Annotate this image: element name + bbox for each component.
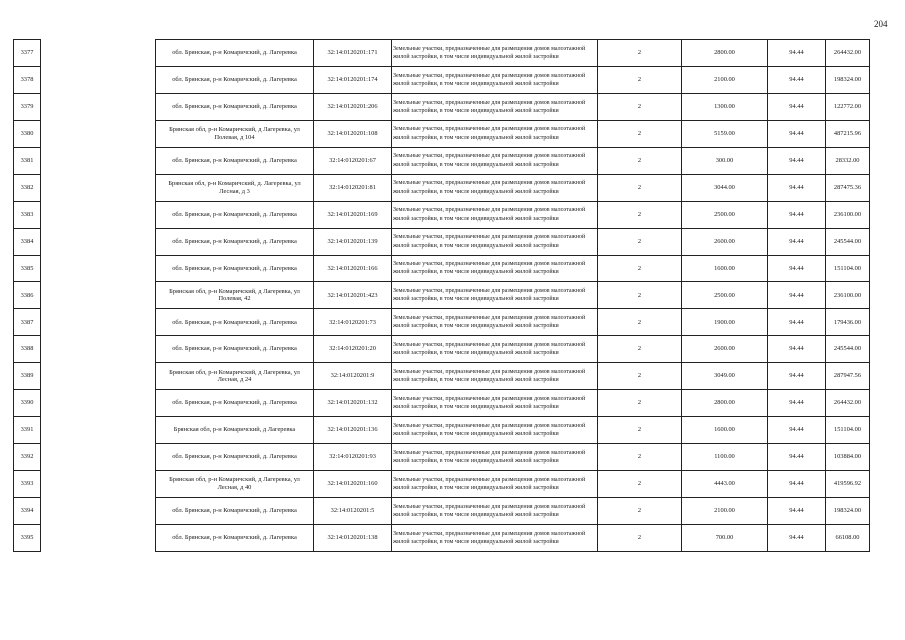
rate-cell: 94.44 (768, 255, 826, 282)
row-number-cell: 3395 (14, 524, 41, 551)
rate-cell: 94.44 (768, 66, 826, 93)
group-cell: 2 (598, 524, 682, 551)
row-number-cell: 3387 (14, 309, 41, 336)
cadastral-value-cell: 66108.00 (826, 524, 870, 551)
area-cell: 1600.00 (682, 417, 768, 444)
area-cell: 2100.00 (682, 497, 768, 524)
blank-cell (41, 147, 156, 174)
row-number-cell: 3394 (14, 497, 41, 524)
group-cell: 2 (598, 147, 682, 174)
table-row (14, 524, 870, 551)
rate-cell: 94.44 (768, 147, 826, 174)
table-row (14, 471, 870, 498)
row-number-cell: 3377 (14, 40, 41, 67)
group-cell: 2 (598, 174, 682, 201)
blank-cell (41, 255, 156, 282)
rate-cell: 94.44 (768, 524, 826, 551)
permitted-use-cell: Земельные участки, предназначенные для размещения домов малоэтажной жилой застройки, в том числе индивидуальной жилой застройки (392, 390, 598, 417)
area-cell: 2500.00 (682, 201, 768, 228)
blank-cell (41, 363, 156, 390)
row-number-cell: 3383 (14, 201, 41, 228)
group-cell: 2 (598, 93, 682, 120)
group-cell: 2 (598, 201, 682, 228)
address-cell: обл. Брянская, р-н Комаричский, д. Лагеревка (156, 40, 314, 67)
row-number-cell: 3384 (14, 228, 41, 255)
rate-cell: 94.44 (768, 93, 826, 120)
blank-cell (41, 282, 156, 309)
cadastral-value-cell: 103884.00 (826, 444, 870, 471)
cadastral-number-cell: 32:14:0120201:169 (314, 201, 392, 228)
address-cell: обл. Брянская, р-н Комаричский, д. Лагеревка (156, 497, 314, 524)
cadastral-number-cell: 32:14:0120201:5 (314, 497, 392, 524)
group-cell: 2 (598, 471, 682, 498)
rate-cell: 94.44 (768, 471, 826, 498)
cadastral-number-cell: 32:14:0120201:81 (314, 174, 392, 201)
area-cell: 4443.00 (682, 471, 768, 498)
table-row (14, 282, 870, 309)
permitted-use-cell: Земельные участки, предназначенные для размещения домов малоэтажной жилой застройки, в том числе индивидуальной жилой застройки (392, 309, 598, 336)
rate-cell: 94.44 (768, 40, 826, 67)
area-cell: 300.00 (682, 147, 768, 174)
address-cell: Брянская обл, р-н Комаричский, д Лагеревка, ул Полевая, д 104 (156, 120, 314, 147)
cadastral-value-cell: 287947.56 (826, 363, 870, 390)
blank-cell (41, 120, 156, 147)
permitted-use-cell: Земельные участки, предназначенные для размещения домов малоэтажной жилой застройки, в том числе индивидуальной жилой застройки (392, 471, 598, 498)
permitted-use-cell: Земельные участки, предназначенные для размещения домов малоэтажной жилой застройки, в том числе индивидуальной жилой застройки (392, 336, 598, 363)
group-cell: 2 (598, 255, 682, 282)
cadastral-number-cell: 32:14:0120201:67 (314, 147, 392, 174)
area-cell: 2600.00 (682, 228, 768, 255)
permitted-use-cell: Земельные участки, предназначенные для размещения домов малоэтажной жилой застройки, в том числе индивидуальной жилой застройки (392, 255, 598, 282)
row-number-cell: 3378 (14, 66, 41, 93)
group-cell: 2 (598, 417, 682, 444)
table-row (14, 417, 870, 444)
table-row (14, 336, 870, 363)
area-cell: 700.00 (682, 524, 768, 551)
cadastral-number-cell: 32:14:0120201:9 (314, 363, 392, 390)
cadastral-number-cell: 32:14:0120201:206 (314, 93, 392, 120)
address-cell: обл. Брянская, р-н Комаричский, д. Лагеревка (156, 66, 314, 93)
row-number-cell: 3392 (14, 444, 41, 471)
cadastral-value-cell: 236100.00 (826, 282, 870, 309)
group-cell: 2 (598, 444, 682, 471)
address-cell: обл. Брянская, р-н Комаричский, д. Лагеревка (156, 524, 314, 551)
rate-cell: 94.44 (768, 309, 826, 336)
address-cell: обл. Брянская, р-н Комаричский, д. Лагеревка (156, 147, 314, 174)
address-cell: обл. Брянская, р-н Комаричский, д. Лагеревка (156, 336, 314, 363)
area-cell: 1600.00 (682, 255, 768, 282)
area-cell: 1900.00 (682, 309, 768, 336)
blank-cell (41, 174, 156, 201)
permitted-use-cell: Земельные участки, предназначенные для размещения домов малоэтажной жилой застройки, в том числе индивидуальной жилой застройки (392, 497, 598, 524)
cadastral-value-cell: 151104.00 (826, 417, 870, 444)
cadastral-number-cell: 32:14:0120201:73 (314, 309, 392, 336)
rate-cell: 94.44 (768, 282, 826, 309)
group-cell: 2 (598, 66, 682, 93)
table-row (14, 309, 870, 336)
group-cell: 2 (598, 390, 682, 417)
table-row (14, 66, 870, 93)
group-cell: 2 (598, 497, 682, 524)
blank-cell (41, 417, 156, 444)
area-cell: 1100.00 (682, 444, 768, 471)
group-cell: 2 (598, 363, 682, 390)
row-number-cell: 3385 (14, 255, 41, 282)
permitted-use-cell: Земельные участки, предназначенные для размещения домов малоэтажной жилой застройки, в том числе индивидуальной жилой застройки (392, 228, 598, 255)
cadastral-number-cell: 32:14:0120201:171 (314, 40, 392, 67)
group-cell: 2 (598, 228, 682, 255)
address-cell: Брянская обл, р-н Комаричский, д. Лагеревка, ул Лесная, д 3 (156, 174, 314, 201)
rate-cell: 94.44 (768, 444, 826, 471)
row-number-cell: 3386 (14, 282, 41, 309)
area-cell: 1300.00 (682, 93, 768, 120)
cadastral-value-cell: 179436.00 (826, 309, 870, 336)
cadastral-value-cell: 264432.00 (826, 40, 870, 67)
permitted-use-cell: Земельные участки, предназначенные для размещения домов малоэтажной жилой застройки, в том числе индивидуальной жилой застройки (392, 147, 598, 174)
table-row (14, 444, 870, 471)
cadastral-value-cell: 198324.00 (826, 497, 870, 524)
cadastral-value-cell: 245544.00 (826, 336, 870, 363)
address-cell: обл. Брянская, р-н Комаричский, д. Лагеревка (156, 255, 314, 282)
cadastral-value-cell: 198324.00 (826, 66, 870, 93)
cadastral-value-cell: 487215.96 (826, 120, 870, 147)
cadastral-number-cell: 32:14:0120201:132 (314, 390, 392, 417)
cadastral-value-cell: 151104.00 (826, 255, 870, 282)
rate-cell: 94.44 (768, 497, 826, 524)
group-cell: 2 (598, 40, 682, 67)
permitted-use-cell: Земельные участки, предназначенные для размещения домов малоэтажной жилой застройки, в том числе индивидуальной жилой застройки (392, 40, 598, 67)
row-number-cell: 3388 (14, 336, 41, 363)
blank-cell (41, 40, 156, 67)
row-number-cell: 3382 (14, 174, 41, 201)
permitted-use-cell: Земельные участки, предназначенные для размещения домов малоэтажной жилой застройки, в том числе индивидуальной жилой застройки (392, 174, 598, 201)
table-row (14, 390, 870, 417)
blank-cell (41, 444, 156, 471)
address-cell: обл. Брянская, р-н Комаричский, д. Лагеревка (156, 228, 314, 255)
blank-cell (41, 471, 156, 498)
blank-cell (41, 390, 156, 417)
permitted-use-cell: Земельные участки, предназначенные для размещения домов малоэтажной жилой застройки, в том числе индивидуальной жилой застройки (392, 201, 598, 228)
address-cell: обл. Брянская, р-н Комаричский, д. Лагеревка (156, 444, 314, 471)
cadastral-value-cell: 122772.00 (826, 93, 870, 120)
blank-cell (41, 336, 156, 363)
address-cell: обл. Брянская, р-н Комаричский, д. Лагеревка (156, 390, 314, 417)
cadastral-value-cell: 264432.00 (826, 390, 870, 417)
permitted-use-cell: Земельные участки, предназначенные для размещения домов малоэтажной жилой застройки, в том числе индивидуальной жилой застройки (392, 120, 598, 147)
cadastral-number-cell: 32:14:0120201:93 (314, 444, 392, 471)
cadastral-number-cell: 32:14:0120201:108 (314, 120, 392, 147)
row-number-cell: 3381 (14, 147, 41, 174)
cadastral-value-cell: 245544.00 (826, 228, 870, 255)
blank-cell (41, 524, 156, 551)
cadastral-value-cell: 28332.00 (826, 147, 870, 174)
row-number-cell: 3380 (14, 120, 41, 147)
area-cell: 2100.00 (682, 66, 768, 93)
permitted-use-cell: Земельные участки, предназначенные для размещения домов малоэтажной жилой застройки, в том числе индивидуальной жилой застройки (392, 363, 598, 390)
permitted-use-cell: Земельные участки, предназначенные для размещения домов малоэтажной жилой застройки, в том числе индивидуальной жилой застройки (392, 417, 598, 444)
rate-cell: 94.44 (768, 201, 826, 228)
blank-cell (41, 228, 156, 255)
table-row (14, 93, 870, 120)
cadastral-number-cell: 32:14:0120201:138 (314, 524, 392, 551)
area-cell: 2800.00 (682, 390, 768, 417)
cadastral-number-cell: 32:14:0120201:20 (314, 336, 392, 363)
area-cell: 3049.00 (682, 363, 768, 390)
blank-cell (41, 93, 156, 120)
table-row (14, 363, 870, 390)
cadastral-value-cell: 236100.00 (826, 201, 870, 228)
cadastral-number-cell: 32:14:0120201:136 (314, 417, 392, 444)
blank-cell (41, 309, 156, 336)
rate-cell: 94.44 (768, 228, 826, 255)
group-cell: 2 (598, 120, 682, 147)
blank-cell (41, 201, 156, 228)
row-number-cell: 3390 (14, 390, 41, 417)
address-cell: обл. Брянская, р-н Комаричский, д. Лагеревка (156, 93, 314, 120)
rate-cell: 94.44 (768, 336, 826, 363)
address-cell: обл. Брянская, р-н Комаричский, д. Лагеревка (156, 309, 314, 336)
cadastral-value-cell: 287475.36 (826, 174, 870, 201)
rate-cell: 94.44 (768, 390, 826, 417)
row-number-cell: 3391 (14, 417, 41, 444)
row-number-cell: 3379 (14, 93, 41, 120)
table-row (14, 255, 870, 282)
area-cell: 3044.00 (682, 174, 768, 201)
address-cell: Брянская обл, р-н Комаричский, д Лагеревка (156, 417, 314, 444)
group-cell: 2 (598, 282, 682, 309)
cadastral-value-cell: 419596.92 (826, 471, 870, 498)
blank-cell (41, 497, 156, 524)
rate-cell: 94.44 (768, 120, 826, 147)
address-cell: Брянская обл, р-н Комаричский, д Лагеревка, ул Полевая, 42 (156, 282, 314, 309)
cadastral-number-cell: 32:14:0120201:160 (314, 471, 392, 498)
land-plot-table (13, 39, 870, 552)
table-row (14, 228, 870, 255)
permitted-use-cell: Земельные участки, предназначенные для размещения домов малоэтажной жилой застройки, в том числе индивидуальной жилой застройки (392, 66, 598, 93)
table-row (14, 40, 870, 67)
permitted-use-cell: Земельные участки, предназначенные для размещения домов малоэтажной жилой застройки, в том числе индивидуальной жилой застройки (392, 524, 598, 551)
address-cell: Брянская обл, р-н Комаричский, д Лагеревка, ул Лесная, д 24 (156, 363, 314, 390)
area-cell: 2600.00 (682, 336, 768, 363)
row-number-cell: 3393 (14, 471, 41, 498)
permitted-use-cell: Земельные участки, предназначенные для размещения домов малоэтажной жилой застройки, в том числе индивидуальной жилой застройки (392, 93, 598, 120)
cadastral-number-cell: 32:14:0120201:174 (314, 66, 392, 93)
group-cell: 2 (598, 336, 682, 363)
address-cell: Брянская обл, р-н Комаричский, д Лагеревка, ул Лесная, д 40 (156, 471, 314, 498)
blank-cell (41, 66, 156, 93)
table-row (14, 120, 870, 147)
group-cell: 2 (598, 309, 682, 336)
cadastral-number-cell: 32:14:0120201:166 (314, 255, 392, 282)
table-row (14, 497, 870, 524)
row-number-cell: 3389 (14, 363, 41, 390)
rate-cell: 94.44 (768, 174, 826, 201)
rate-cell: 94.44 (768, 417, 826, 444)
rate-cell: 94.44 (768, 363, 826, 390)
cadastral-number-cell: 32:14:0120201:423 (314, 282, 392, 309)
permitted-use-cell: Земельные участки, предназначенные для размещения домов малоэтажной жилой застройки, в том числе индивидуальной жилой застройки (392, 282, 598, 309)
table-body (14, 40, 870, 552)
permitted-use-cell: Земельные участки, предназначенные для размещения домов малоэтажной жилой застройки, в том числе индивидуальной жилой застройки (392, 444, 598, 471)
table-row (14, 201, 870, 228)
area-cell: 2800.00 (682, 40, 768, 67)
cadastral-number-cell: 32:14:0120201:139 (314, 228, 392, 255)
page-number: 204 (874, 19, 888, 29)
table-row (14, 147, 870, 174)
area-cell: 2500.00 (682, 282, 768, 309)
area-cell: 5159.00 (682, 120, 768, 147)
table-row (14, 174, 870, 201)
address-cell: обл. Брянская, р-н Комаричский, д. Лагеревка (156, 201, 314, 228)
